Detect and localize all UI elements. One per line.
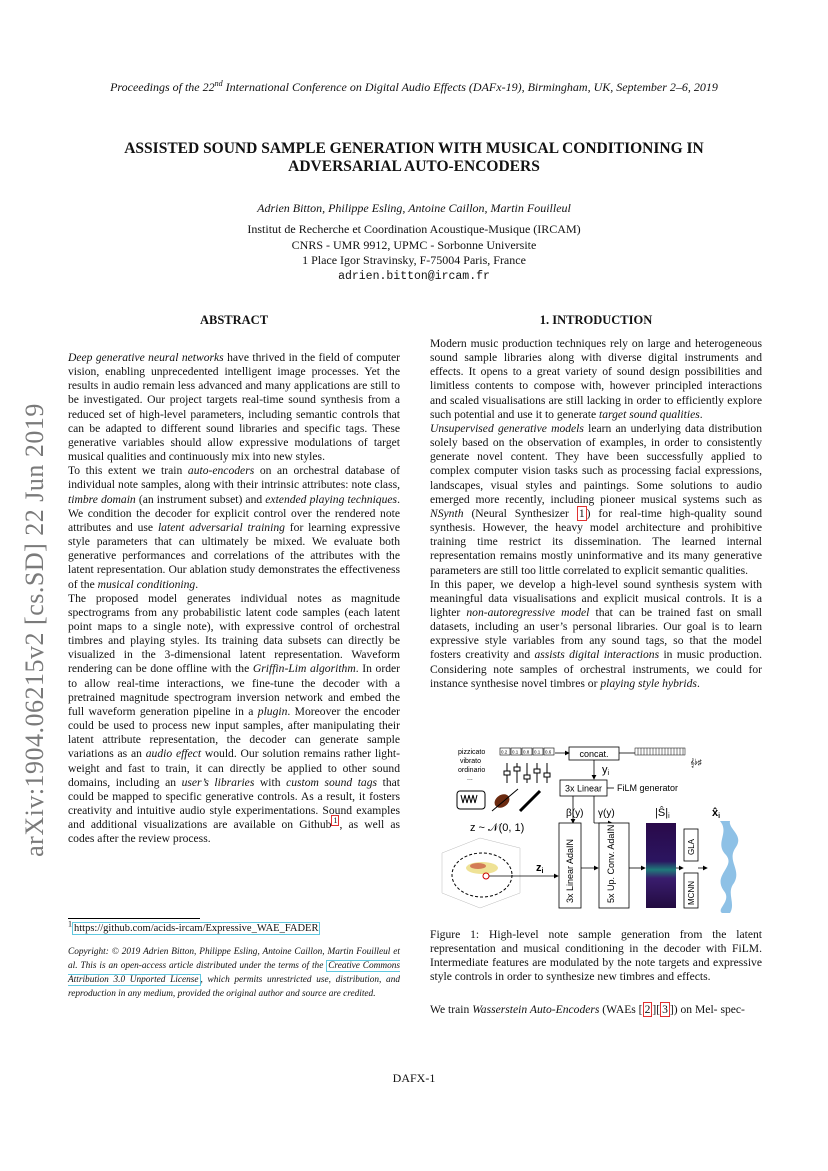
copyright-notice [68, 945, 400, 1001]
intro-paragraph-2: Unsupervised generative models learn an underlying data distribution solely based on the observation of examples, in order to consistently generate novel content. They have been successfully applied to complex computer vision tasks such as processing facial expressions, landscapes, visual styles and paintings. Some solutions to audio emerged more recently, including pioneer musical systems such as NSynth (Neural Synthesizer 1 ) for real-time high-quality sound synthesis. However, the heavy model architecture and prohibitive training time restrict its dissemination. The learned internal representation remains mostly uninformative and its many generative parameters are still too little correlated to explicit semantic qualities. [430, 421, 763, 577]
arxiv-id: arXiv:1904.06215v2 [cs.SD] 22 Jun 2019 [20, 403, 49, 857]
figure-caption: Figure 1: High-level note sample generation from the latent representation and musical conditioning in the decoder with FiLM. Intermediate features are modulated by the note targets and expressive style controls in order to synthesize new timbres and effects. [430, 928, 762, 984]
affiliation-line-3: 1 Place Igor Stravinsky, F-75004 Paris, France [302, 253, 526, 267]
abstract-body [68, 351, 400, 846]
github-link[interactable]: https://github.com/acids-ircam/Expressive_WAE_FADER [74, 923, 319, 934]
vec-val-3: 0.8 [523, 749, 530, 755]
intro-paragraph-1: Modern music production techniques rely on large and heterogeneous sound sample libraries along with diverse digital instruments and effects. It opens to a great variety of sound design possibilities and limitless contents to compose with, however principled interactions and scaled visualisations are still lacking in order to efficiently explore such potential and use it to generate target sound qualities. [430, 337, 762, 421]
z-distribution-label: z ~ 𝒩(0, 1) [470, 822, 525, 834]
conditioning-vector [500, 748, 554, 755]
waveform-image [720, 821, 738, 913]
copyright-pre: Copyright: © 2019 Adrien Bitton, Philippe Esling, Antoine Caillon, Martin Fouilleul et al. This is an open-access article distributed under the terms of the [68, 947, 400, 971]
figure-1-diagram [430, 743, 762, 918]
license-link[interactable]: Creative Commons Attribution 3.0 Unported License [68, 961, 400, 985]
latent-space-plot [442, 838, 520, 908]
authors: Adrien Bitton, Philippe Esling, Antoine Caillon, Martin Fouilleul [257, 201, 571, 215]
footnote-rule [68, 918, 200, 919]
fader-icons [504, 763, 550, 783]
title-line-1: ASSISTED SOUND SAMPLE GENERATION WITH MUSICAL CONDITIONING IN [124, 140, 704, 157]
arxiv-sidebar [10, 360, 60, 900]
music-note-icon: 𝄞♭♯ [690, 758, 702, 767]
mcnn-label: MCNN [687, 881, 696, 905]
introduction-heading: 1. INTRODUCTION [539, 313, 653, 327]
y-i-label: yi [602, 764, 610, 777]
style-label-vibrato: vibrato [460, 758, 482, 765]
author-email: adrien.bitton@ircam.fr [338, 269, 490, 283]
upconv-adain-label: 5x Up. Conv. AdaIN [606, 824, 616, 903]
vec-val-1: 0.2 [501, 749, 508, 755]
title-line-2: ADVERSARIAL AUTO-ENCODERS [288, 158, 540, 175]
copyright-post: , which permits unrestricted use, distribution, and reproduction in any medium, provided the original author and source are credited. [68, 975, 400, 999]
spectrogram-image [646, 823, 676, 908]
gla-label: GLA [687, 838, 696, 855]
style-label-ellipsis: ... [467, 775, 473, 782]
harp-icon [457, 791, 485, 809]
film-generator-label: FiLM generator [617, 783, 679, 793]
vec-val-5: 0.6 [545, 749, 552, 755]
introduction-body [430, 337, 762, 691]
z-i-label: zi [536, 862, 544, 875]
vec-val-4: 0.1 [534, 749, 541, 755]
affiliation-line-1: Institut de Recherche et Coordination Acoustique-Musique (IRCAM) [247, 222, 581, 236]
linear-label: 3x Linear [564, 783, 603, 794]
linear-adain-label: 3x Linear AdaIN [565, 838, 575, 903]
affiliation [0, 222, 828, 284]
violin-icon [492, 791, 512, 810]
spectrogram-label: |Ŝ|i [655, 807, 670, 820]
vec-val-2: 0.1 [512, 749, 519, 755]
abstract-paragraph-1: Deep generative neural networks have thrived in the field of computer vision, enabling unprecedented intelligent image processes. Yet the results in audio remain less advanced and many applications are still to be investigated. Our project targets real-time sound synthesis from a reduced set of high-level parameters, including semantic controls that can be adapted to different sound libraries and specific tags. These generative variables should allow expressive modulations of target musical qualities and continuously mix into new styles. [68, 351, 400, 464]
beta-label: β(y) [566, 808, 584, 819]
style-label-pizzicato: pizzicato [458, 749, 486, 756]
abstract-paragraph-3: The proposed model generates individual notes as magnitude spectrograms from any probabilistic latent code samples (each latent point maps to a single note), with expressive control of orchestral timbres and playing styles. Its training data subsets can directly be visualized in the 3-dimensional latent representation. Waveform rendering can be done offline with the Griffin-Lim algorithm. In order to allow real-time interactions, we fine-tune the decoder with a pretrained magnitude spectrogram inversion network and embed the full waveform generation pipeline in a plugin. Moreover the encoder could be used to process new input samples, after manipulating their latent attribute representation, the decoder can generate sample variations as an audio effect would. Our solution remains rather light-weight and fast to train, it can directly be applied to other sound domains, including an user’s libraries with custom sound tags that could be mapped to specific generative controls. As a result, it fosters creativity and intuitive audio style experimentations. Sound examples and additional visualizations are available on Github $^1$ , as well as codes after the review process. [68, 591, 401, 846]
abstract-heading: ABSTRACT [199, 313, 269, 327]
style-label-ordinario: ordinario [458, 767, 486, 774]
gamma-label: γ(y) [598, 808, 615, 819]
waveform-label: x̂i [712, 807, 721, 820]
footnote: $^1$ https://github.com/acids-ircam/Expressive_WAE_FADER [68, 919, 319, 934]
concat-label: concat. [579, 749, 609, 759]
page-footer: DAFX-1 [392, 1071, 436, 1085]
paper-title [60, 140, 768, 176]
concat-output-vector [635, 748, 685, 755]
affiliation-line-2: CNRS - UMR 9912, UPMC - Sorbonne Universite [291, 237, 537, 252]
harp-strings-icon [461, 795, 477, 803]
clarinet-icon [520, 791, 540, 811]
intro-paragraph-4: We train Wasserstein Auto-Encoders (WAEs [ 2 ][ 3 ]) on Mel- spec- [430, 1003, 745, 1016]
intro-paragraph-3: In this paper, we develop a high-level sound synthesis system with meaningful data visualisations and explicit musical controls. It is a lighter non-autoregressive model that can be trained fast on small datasets, including an user’s personal libraries. Our goal is to learn expressive style variables from any sound tags, so that the model fosters creativity and assists digital interactions in music production. Considering note samples of orchestral instruments, we could for instance synthesise novel timbres or playing style hybrids. [430, 577, 762, 690]
abstract-paragraph-2: To this extent we train auto-encoders on an orchestral database of individual note samples, along with their intrinsic attributes: note class, timbre domain (an instrument subset) and extended playing techniques. We condition the decoder for explicit control over the rendered note attributes and use latent adversarial training for learning expressive style parameters that can ultimately be mixed. We evaluate both generative performances and correlations of the attributes with the latent representation. Our ablation study demonstrates the effectiveness of the musical conditioning. [68, 464, 400, 591]
conference-header: Proceedings of the 22nd International Conference on Digital Audio Effects (DAFx-19), Birmingham, UK, September 2–6, 2019 [110, 79, 718, 94]
intro-continuation [430, 1003, 762, 1017]
